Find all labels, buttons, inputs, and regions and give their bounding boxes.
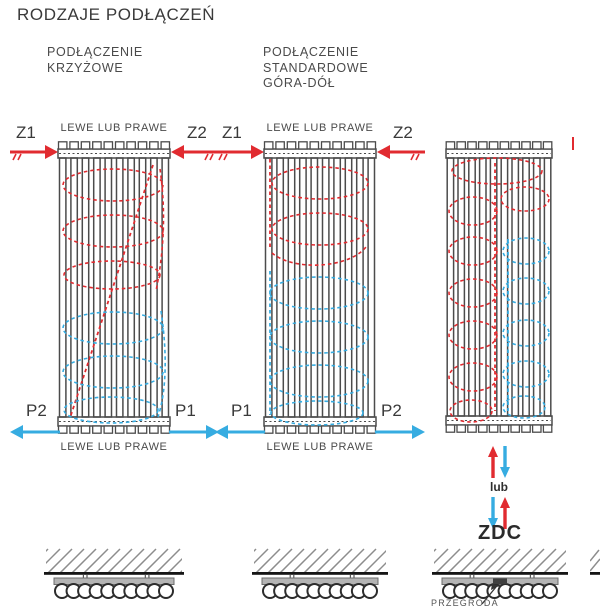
caption-top-standard: LEWE LUB PRAWE [266,122,374,134]
return-arrow-icon [215,423,265,441]
return-arrow-icon [10,423,60,441]
caption-top-cross: LEWE LUB PRAWE [60,122,168,134]
heading-line: GÓRA-DÓŁ [263,76,336,90]
port-label-p1-cross: P1 [175,401,196,420]
return-arrow-icon [375,423,425,441]
return-arrow-icon [169,423,219,441]
partition-label: PRZEGRODA [431,598,499,608]
heading-line: KRZYŻOWE [47,60,124,75]
port-label-p2-cross: P2 [26,401,47,420]
radiator-cross-graphic [57,141,171,434]
flow-direction-pair-icon [486,445,512,479]
port-label-z1-cross: Z1 [16,123,36,142]
supply-arrow-icon [171,143,219,161]
supply-arrow-icon [216,143,264,161]
heading-line: PODŁĄCZENIE [263,45,359,59]
caption-bottom-cross: LEWE LUB PRAWE [60,441,168,453]
radiator-standard-graphic [263,141,377,434]
wall-mount-section-icon [42,547,186,601]
wall-edge-fragment-icon [590,547,600,577]
heading-cross-connection [47,45,143,76]
red-tick-mark [572,137,574,150]
radiator-zdc-graphic [445,141,553,433]
heading-standard-connection [263,45,368,92]
port-label-p2-standard: P2 [381,401,402,420]
heading-line: PODŁĄCZENIE [47,45,143,59]
port-label-z2-standard: Z2 [393,123,413,142]
caption-bottom-standard: LEWE LUB PRAWE [266,441,374,453]
port-label-z1-standard: Z1 [222,123,242,142]
zdc-label: ZDC [477,522,523,544]
wall-mount-section-icon [250,547,390,601]
port-label-p1-standard: P1 [231,401,252,420]
supply-arrow-icon [10,143,58,161]
or-label: lub [490,480,508,494]
page-title: RODZAJE PODŁĄCZEŃ [17,5,216,24]
heading-line: STANDARDOWE [263,60,369,75]
port-label-z2-cross: Z2 [187,123,207,142]
supply-arrow-icon [377,143,425,161]
